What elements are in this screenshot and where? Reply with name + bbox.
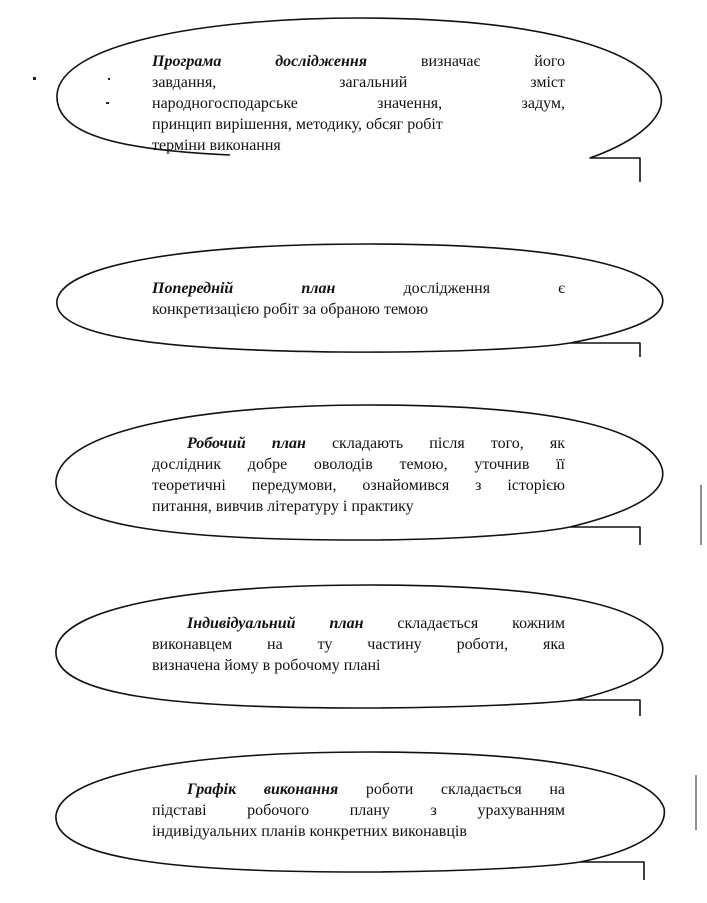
callout-text-5 (152, 779, 565, 842)
callout-3-line-4: питання, вивчив літературу і практику (152, 498, 414, 515)
scan-speck (695, 775, 697, 830)
term-research-program: Програма дослідження (152, 53, 367, 70)
callout-5-line-2: підставі робочого плану з урахуванням (152, 802, 565, 819)
callout-4-line-1: складається кожним (397, 615, 566, 632)
callout-3-line-3: теоретичні передумови, ознайомився з історією (152, 477, 565, 494)
callout-1-line-4: принцип вирішення, методику, обсяг робіт (152, 116, 443, 133)
callout-text-4 (152, 613, 565, 676)
callout-text-3 (152, 433, 565, 517)
scan-speck (108, 78, 110, 80)
callout-text-2 (152, 278, 565, 320)
callout-2-line-2: конкретизацією робіт за обраною темою (152, 301, 429, 318)
callout-3-line-2: дослідник добре оволодів темою, уточнив її (152, 456, 565, 473)
callout-4-line-2: виконавцем на ту частину роботи, яка (152, 636, 565, 653)
scan-speck (700, 485, 702, 545)
callout-4-line-3: визначена йому в робочому плані (152, 657, 381, 674)
callout-3-line-1: складають після того, як (331, 435, 566, 452)
callout-1-line-2: завдання, загальний зміст (152, 74, 565, 91)
scan-speck (33, 77, 36, 80)
callout-5-line-1: роботи складається на (365, 781, 566, 798)
callout-5-line-3: індивідуальних планів конкретних виконавців (152, 823, 467, 840)
term-individual-plan: Індивідуальний план (187, 615, 364, 632)
callout-2-line-1: дослідження є (403, 280, 566, 297)
callout-1-line-1: визначає його (420, 53, 565, 70)
term-working-plan: Робочий план (187, 435, 306, 452)
callout-1-line-3: народногосподарське значення, задум, (152, 95, 565, 112)
callout-text-1 (152, 51, 565, 156)
term-schedule: Графік виконання (187, 781, 339, 798)
callout-1-line-5: терміни виконання (152, 137, 281, 154)
scan-speck (106, 102, 109, 104)
term-preliminary-plan: Попередній план (152, 280, 336, 297)
